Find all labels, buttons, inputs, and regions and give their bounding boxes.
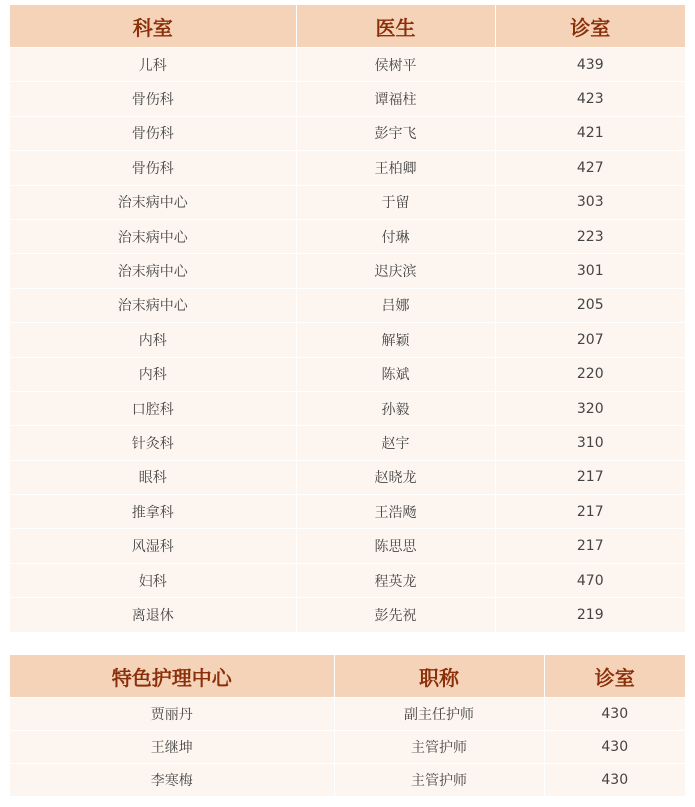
department-cell: 风湿科 xyxy=(10,529,296,563)
doctor-name-cell: 程英龙 xyxy=(296,563,495,597)
room-cell: 427 xyxy=(495,151,685,185)
nurse-name-cell: 李寒梅 xyxy=(10,764,334,797)
room-cell: 423 xyxy=(495,82,685,116)
department-cell: 口腔科 xyxy=(10,391,296,425)
doctor-name-cell: 侯树平 xyxy=(296,48,495,82)
doctor-name-cell: 彭宇飞 xyxy=(296,116,495,150)
room-cell: 421 xyxy=(495,116,685,150)
table-row xyxy=(10,254,685,288)
table-row xyxy=(10,116,685,150)
doctor-name-cell: 吕娜 xyxy=(296,288,495,322)
room-cell: 220 xyxy=(495,357,685,391)
table-row xyxy=(10,288,685,322)
table-row xyxy=(10,48,685,82)
department-cell: 儿科 xyxy=(10,48,296,82)
header-department: 科室 xyxy=(10,5,296,48)
doctor-name-cell: 彭先祝 xyxy=(296,598,495,632)
table-row xyxy=(10,357,685,391)
header-room: 诊室 xyxy=(544,655,685,698)
table-row xyxy=(10,529,685,563)
table-row xyxy=(10,460,685,494)
nurse-schedule-table xyxy=(10,655,685,796)
department-cell: 治末病中心 xyxy=(10,219,296,253)
table-header-row xyxy=(10,655,685,698)
department-cell: 治末病中心 xyxy=(10,288,296,322)
header-doctor: 医生 xyxy=(296,5,495,48)
department-cell: 骨伤科 xyxy=(10,116,296,150)
doctor-table-body xyxy=(10,48,685,632)
table-row xyxy=(10,323,685,357)
table-row xyxy=(10,698,685,731)
room-cell: 207 xyxy=(495,323,685,357)
header-title: 职称 xyxy=(334,655,544,698)
room-cell: 219 xyxy=(495,598,685,632)
table-row xyxy=(10,426,685,460)
table-row xyxy=(10,563,685,597)
room-cell: 301 xyxy=(495,254,685,288)
table-row xyxy=(10,598,685,632)
title-cell: 主管护师 xyxy=(334,731,544,764)
table-row xyxy=(10,391,685,425)
department-cell: 骨伤科 xyxy=(10,82,296,116)
doctor-name-cell: 王浩飏 xyxy=(296,495,495,529)
room-cell: 320 xyxy=(495,391,685,425)
room-cell: 205 xyxy=(495,288,685,322)
department-cell: 治末病中心 xyxy=(10,185,296,219)
doctor-name-cell: 孙毅 xyxy=(296,391,495,425)
department-cell: 内科 xyxy=(10,323,296,357)
room-cell: 310 xyxy=(495,426,685,460)
doctor-name-cell: 迟庆滨 xyxy=(296,254,495,288)
room-cell: 303 xyxy=(495,185,685,219)
title-cell: 主管护师 xyxy=(334,764,544,797)
department-cell: 妇科 xyxy=(10,563,296,597)
nurse-table-body xyxy=(10,698,685,797)
doctor-name-cell: 解颖 xyxy=(296,323,495,357)
room-cell: 223 xyxy=(495,219,685,253)
room-cell: 217 xyxy=(495,495,685,529)
department-cell: 内科 xyxy=(10,357,296,391)
department-cell: 推拿科 xyxy=(10,495,296,529)
title-cell: 副主任护师 xyxy=(334,698,544,731)
doctor-name-cell: 于留 xyxy=(296,185,495,219)
doctor-name-cell: 陈思思 xyxy=(296,529,495,563)
nurse-name-cell: 王继坤 xyxy=(10,731,334,764)
table-row xyxy=(10,82,685,116)
doctor-name-cell: 谭福柱 xyxy=(296,82,495,116)
department-cell: 眼科 xyxy=(10,460,296,494)
table-row xyxy=(10,731,685,764)
header-nursing-center: 特色护理中心 xyxy=(10,655,334,698)
doctor-name-cell: 付琳 xyxy=(296,219,495,253)
room-cell: 430 xyxy=(544,764,685,797)
room-cell: 217 xyxy=(495,529,685,563)
room-cell: 439 xyxy=(495,48,685,82)
header-room: 诊室 xyxy=(495,5,685,48)
department-cell: 针灸科 xyxy=(10,426,296,460)
doctor-name-cell: 赵晓龙 xyxy=(296,460,495,494)
room-cell: 217 xyxy=(495,460,685,494)
table-row xyxy=(10,185,685,219)
table-row xyxy=(10,495,685,529)
department-cell: 骨伤科 xyxy=(10,151,296,185)
department-cell: 离退休 xyxy=(10,598,296,632)
table-row xyxy=(10,764,685,797)
table-row xyxy=(10,151,685,185)
room-cell: 470 xyxy=(495,563,685,597)
doctor-name-cell: 赵宇 xyxy=(296,426,495,460)
table-header-row xyxy=(10,5,685,48)
room-cell: 430 xyxy=(544,731,685,764)
nurse-name-cell: 贾丽丹 xyxy=(10,698,334,731)
doctor-schedule-table xyxy=(10,5,685,632)
table-row xyxy=(10,219,685,253)
doctor-name-cell: 王柏卿 xyxy=(296,151,495,185)
department-cell: 治末病中心 xyxy=(10,254,296,288)
room-cell: 430 xyxy=(544,698,685,731)
doctor-name-cell: 陈斌 xyxy=(296,357,495,391)
